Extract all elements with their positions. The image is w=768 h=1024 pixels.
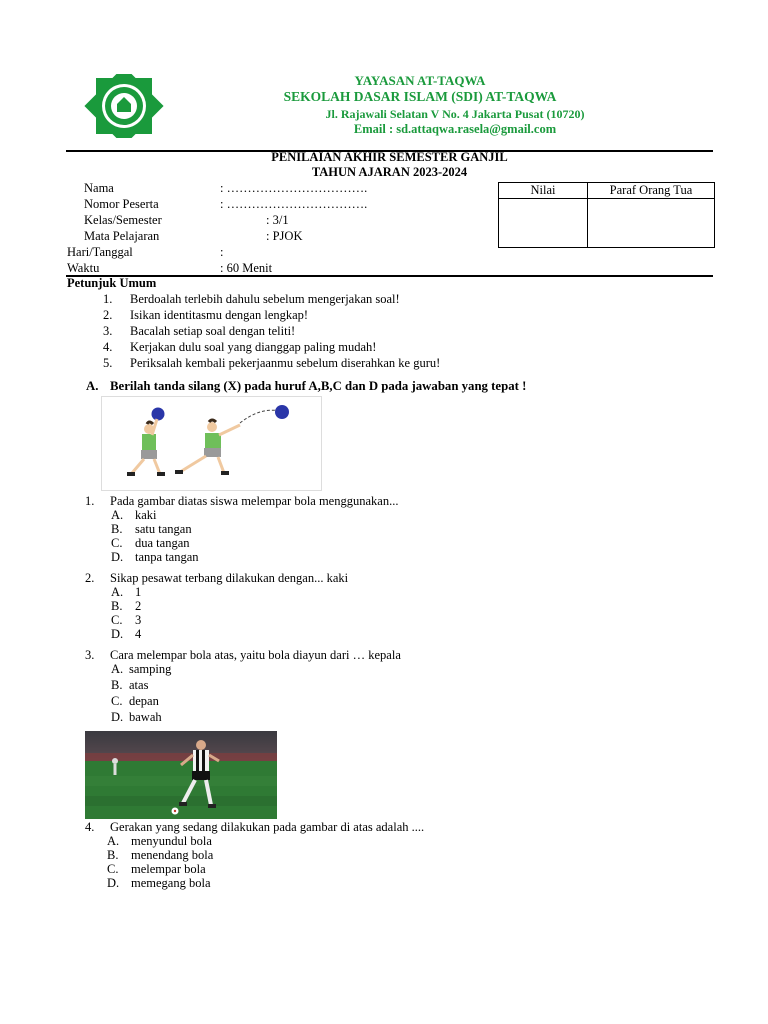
field-waktu: Waktu: [67, 261, 100, 275]
answer-option[interactable]: [107, 862, 206, 877]
section-a-label: A.: [86, 379, 99, 393]
answer-option[interactable]: [111, 662, 171, 677]
answer-option[interactable]: [111, 678, 148, 693]
option-text: dua tangan: [135, 536, 190, 550]
option-text: memegang bola: [131, 876, 211, 890]
option-text: 3: [135, 613, 142, 627]
option-letter: C.: [107, 862, 119, 876]
instruction-item: [103, 292, 400, 307]
option-letter: A.: [111, 585, 124, 599]
answer-option[interactable]: [111, 508, 157, 523]
option-letter: A.: [107, 834, 120, 848]
answer-option[interactable]: [107, 848, 213, 863]
question-3: [85, 648, 401, 663]
field-nomor: Nomor Peserta: [84, 197, 159, 211]
exam-title: PENILAIAN AKHIR SEMESTER GANJIL: [271, 150, 508, 164]
option-text: bawah: [129, 710, 162, 724]
question-text: Cara melempar bola atas, yaitu bola diayun dari … kepala: [110, 648, 401, 662]
field-hari: Hari/Tanggal: [67, 245, 133, 259]
option-text: menyundul bola: [131, 834, 212, 848]
answer-option[interactable]: [107, 834, 212, 849]
instructions-heading: Petunjuk Umum: [67, 276, 157, 290]
option-text: depan: [129, 694, 159, 708]
instruction-item: [103, 308, 308, 323]
field-nama: [84, 181, 114, 196]
option-letter: B.: [111, 599, 123, 613]
grade-col-nilai: Nilai: [499, 183, 588, 199]
answer-option[interactable]: [111, 550, 199, 565]
instruction-item: [103, 324, 295, 339]
question-number: 3.: [85, 648, 95, 662]
question-text: Sikap pesawat terbang dilakukan dengan... kaki: [110, 571, 349, 585]
foundation-name: YAYASAN AT-TAQWA: [354, 73, 486, 88]
question-text: Pada gambar diatas siswa melempar bola menggunakan...: [110, 494, 399, 508]
school-address: Jl. Rajawali Selatan V No. 4 Jakarta Pusat (10720): [325, 107, 585, 121]
option-letter: D.: [111, 710, 124, 724]
grade-cell-paraf[interactable]: [588, 199, 715, 248]
instruction-item: [103, 356, 440, 371]
option-letter: C.: [111, 613, 123, 627]
answer-option[interactable]: [111, 585, 141, 600]
option-letter: D.: [107, 876, 120, 890]
throwing-illustration: [101, 396, 322, 491]
instruction-text: Berdoalah terlebih dahulu sebelum mengerjakan soal!: [130, 292, 400, 306]
question-number: 1.: [85, 494, 95, 508]
school-email: Email : sd.attaqwa.rasela@gmail.com: [353, 122, 557, 136]
option-text: 2: [135, 599, 142, 613]
grade-col-paraf: Paraf Orang Tua: [588, 183, 715, 199]
option-letter: D.: [111, 627, 124, 641]
option-text: kaki: [135, 508, 157, 522]
instruction-number: 4.: [103, 340, 113, 354]
option-text: 1: [135, 585, 142, 599]
field-kelas-value: : 3/1: [266, 213, 289, 227]
field-label: Nama: [84, 181, 114, 195]
instruction-number: 1.: [103, 292, 113, 306]
option-text: samping: [129, 662, 172, 676]
option-letter: C.: [111, 694, 123, 708]
info-divider: [66, 275, 713, 277]
question-number: 4.: [85, 820, 95, 834]
question-2: [85, 571, 348, 586]
instruction-item: [103, 340, 376, 355]
answer-option[interactable]: [111, 694, 159, 709]
field-mapel: Mata Pelajaran: [84, 229, 160, 243]
field-nama-value[interactable]: : …………………………….: [220, 181, 368, 195]
option-letter: B.: [107, 848, 119, 862]
field-waktu-value: : 60 Menit: [220, 261, 273, 275]
instruction-number: 5.: [103, 356, 113, 370]
answer-option[interactable]: [107, 876, 211, 891]
option-letter: A.: [111, 662, 124, 676]
instruction-text: Bacalah setiap soal dengan teliti!: [130, 324, 296, 338]
field-mapel-value: : PJOK: [266, 229, 303, 243]
section-a-text: Berilah tanda silang (X) pada huruf A,B,C dan D pada jawaban yang tepat !: [110, 379, 527, 393]
option-letter: B.: [111, 522, 123, 536]
instruction-text: Kerjakan dulu soal yang dianggap paling mudah!: [130, 340, 377, 354]
option-text: menendang bola: [131, 848, 214, 862]
answer-option[interactable]: [111, 627, 141, 642]
grade-cell-nilai[interactable]: [499, 199, 588, 248]
question-text: Gerakan yang sedang dilakukan pada gambar di atas adalah ....: [110, 820, 425, 834]
answer-option[interactable]: [111, 522, 192, 537]
answer-option[interactable]: [111, 710, 162, 725]
option-letter: A.: [111, 508, 124, 522]
instruction-text: Periksalah kembali pekerjaanmu sebelum diserahkan ke guru!: [130, 356, 441, 370]
question-4: [85, 820, 424, 835]
school-name: SEKOLAH DASAR ISLAM (SDI) AT-TAQWA: [283, 89, 557, 104]
field-kelas: Kelas/Semester: [84, 213, 162, 227]
option-text: melempar bola: [131, 862, 206, 876]
option-letter: D.: [111, 550, 124, 564]
question-number: 2.: [85, 571, 95, 585]
field-nomor-value[interactable]: : …………………………….: [220, 197, 368, 211]
option-text: atas: [129, 678, 149, 692]
section-a-heading: [86, 379, 526, 394]
instruction-number: 3.: [103, 324, 113, 338]
grade-table: [498, 182, 715, 248]
instruction-text: Isikan identitasmu dengan lengkap!: [130, 308, 309, 322]
answer-option[interactable]: [111, 536, 190, 551]
option-text: satu tangan: [135, 522, 192, 536]
option-letter: B.: [111, 678, 123, 692]
question-1: [85, 494, 398, 509]
answer-option[interactable]: [111, 613, 141, 628]
option-text: 4: [135, 627, 142, 641]
football-kick-photo: [85, 731, 277, 819]
field-hari-value[interactable]: :: [220, 245, 224, 259]
answer-option[interactable]: [111, 599, 141, 614]
option-text: tanpa tangan: [135, 550, 199, 564]
instruction-number: 2.: [103, 308, 113, 322]
exam-year: TAHUN AJARAN 2023-2024: [311, 165, 468, 179]
option-letter: C.: [111, 536, 123, 550]
